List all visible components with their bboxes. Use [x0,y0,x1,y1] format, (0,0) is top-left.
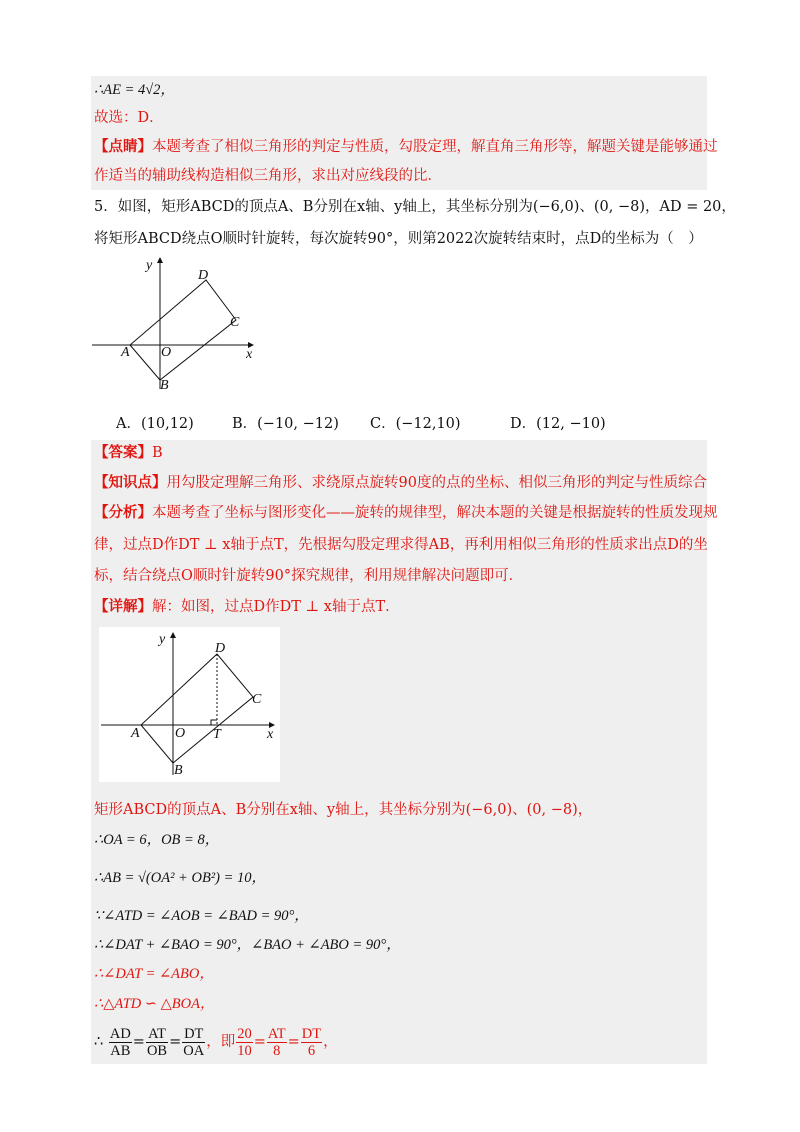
analysis-line-2 [94,535,708,555]
analysis-text-1: 本题考查了坐标与图形变化——旋转的规律型，解决本题的关键是根据旋转的性质发现规 [152,505,718,521]
y-axis-arrow [170,632,176,638]
label-x: x [246,347,253,362]
dianjing-text-2: 作适当的辅助线构造相似三角形，求出对应线段的比． [94,168,442,184]
ae-result-line [94,80,175,100]
step-4 [94,906,309,926]
rectangle-abcd [141,654,253,763]
label-x: x [267,727,274,742]
step-1 [94,800,592,820]
fraction-at-8 [267,1026,287,1059]
label-o: O [161,345,172,360]
fraction-numerator: DT [184,1025,204,1042]
step-7 [94,994,214,1014]
fraction-numerator: AD [109,1025,131,1042]
fraction-dt-oa [182,1026,205,1059]
step-3-text: ∴AB = √(OA² + OB²) = 10， [94,870,267,886]
fraction-denominator: AB [110,1042,131,1059]
fraction-numerator: AT [267,1025,286,1042]
choose-text: 故选：D． [94,110,164,126]
analysis-tag: 【分析】 [94,504,152,521]
answer-value: B [152,445,163,461]
label-a: A [121,345,130,360]
label-c: C [252,692,262,707]
analysis-line-1 [94,503,718,523]
knowledge-text: 用勾股定理解三角形、求绕原点旋转90度的点的坐标、相似三角形的判定与性质综合 [166,475,707,491]
rectangle-abcd [130,280,236,380]
dianjing-line-1 [94,137,718,157]
label-t: T [213,727,221,742]
solution-figure [99,627,280,782]
fraction-ad-ab [109,1026,132,1059]
detail-text: 解：如图，过点D作DT ⊥ x轴于点T． [152,599,400,615]
dianjing-line-2 [94,166,442,186]
step-2-text: ∴OA = 6，OB = 8， [94,832,220,848]
detail-tag: 【详解】 [94,598,152,615]
choose-line [94,108,164,128]
ae-result-text: ∴AE = 4√2， [94,82,175,98]
label-c: C [230,315,240,330]
label-y: y [159,632,166,647]
step-3 [94,868,266,888]
step-8-ie: ，即 [206,1034,236,1050]
fraction-dt-6 [301,1026,322,1059]
question-5-text-2: 将矩形ABCD绕点O顺时针旋转，每次旋转90°，则第2022次旋转结束时，点D的坐标为（ ） [94,231,703,247]
label-d: D [198,268,209,283]
answer-line [94,443,163,463]
step-2 [94,830,219,850]
step-8: ∴ $\frac{AD}{AB}$ = $\frac{AT}{OB}$ = $\frac{DT}{OA}$ ，即 $\frac{20}{10}$ = $\frac{AT}{8}$ = $\frac{DT}{6}$ ， [94,1025,338,1059]
option-c[interactable]: C．(−12,10) [370,416,461,432]
fraction-denominator: OB [146,1042,168,1059]
fraction-denominator: 8 [273,1042,281,1059]
step-6-text: ∴∠DAT = ∠ABO， [94,966,214,982]
option-a[interactable]: A．(10,12) [116,416,194,432]
fraction-numerator: AT [146,1026,168,1043]
step-5 [94,935,401,955]
dianjing-text-1: 本题考查了相似三角形的判定与性质，勾股定理，解直角三角形等，解题关键是能够通过 [152,139,718,155]
step-1-text: 矩形ABCD的顶点A、B分别在x轴、y轴上，其坐标分别为(−6,0)、(0, −8)， [94,802,593,818]
label-b: B [160,378,169,393]
analysis-line-3 [94,566,523,586]
label-o: O [175,726,186,741]
question-5-line-1 [94,197,736,217]
fraction-denominator: 10 [237,1042,252,1059]
step-8-therefore: ∴ [94,1034,104,1050]
question-figure [88,255,268,395]
fraction-20-10 [236,1026,253,1059]
fraction-numerator: DT [301,1025,322,1042]
answer-tag: 【答案】 [94,444,152,461]
knowledge-tag: 【知识点】 [94,474,167,491]
step-8-end: ， [323,1034,338,1050]
question-5-line-2 [94,229,703,249]
label-y: y [146,258,153,273]
step-4-text: ∵∠ATD = ∠AOB = ∠BAD = 90°， [94,908,309,924]
analysis-text-3: 标，结合绕点O顺时针旋转90°探究规律，利用规律解决问题即可． [94,568,524,584]
y-axis-arrow [157,257,163,263]
step-6 [94,964,214,984]
analysis-text-2: 律，过点D作DT ⊥ x轴于点T，先根据勾股定理求得AB，再利用相似三角形的性质求出点D的坐 [94,537,708,553]
fraction-denominator: OA [183,1042,205,1059]
fraction-at-ob [146,1026,168,1059]
step-7-text: ∴△ATD ∽ △BOA， [94,996,215,1012]
fraction-numerator: 20 [237,1025,252,1042]
question-5-text-1: 5．如图，矩形ABCD的顶点A、B分别在x轴、y轴上，其坐标分别为(−6,0)、(0, −8)，AD = 20， [94,199,736,215]
fraction-denominator: 6 [307,1042,316,1059]
step-5-text: ∴∠DAT + ∠BAO = 90°，∠BAO + ∠ABO = 90°， [94,937,401,953]
label-d: D [215,641,226,656]
option-d[interactable]: D．(12, −10) [510,416,606,432]
label-a: A [131,726,140,741]
right-angle-mark [211,720,217,725]
knowledge-line [94,473,707,493]
option-b[interactable]: B．(−10, −12) [232,416,339,432]
label-b: B [174,763,183,778]
dianjing-tag: 【点睛】 [94,138,152,155]
detail-line [94,597,400,617]
